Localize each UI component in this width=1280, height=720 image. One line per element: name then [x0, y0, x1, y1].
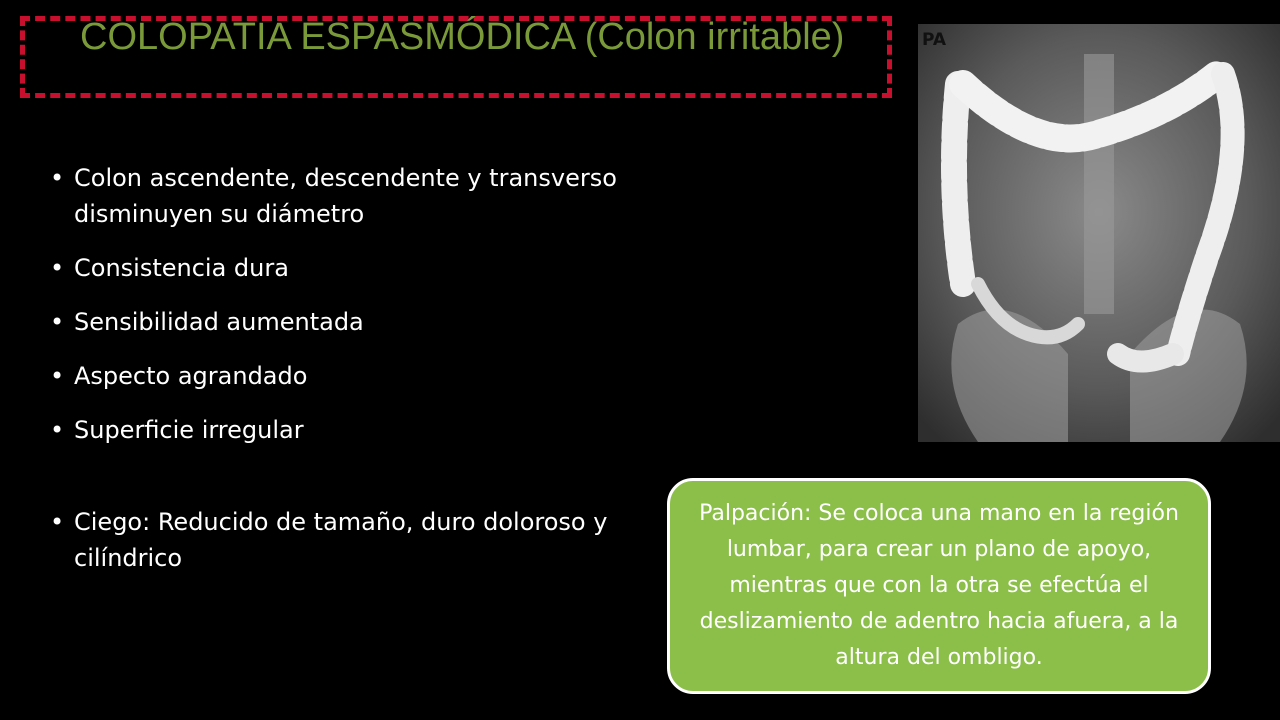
palpation-callout	[667, 478, 1211, 694]
bullet-item: • Consistencia dura	[50, 250, 620, 286]
xray-label: PA	[922, 30, 947, 50]
xray-illustration	[918, 24, 1280, 442]
bullet-item: • Ciego: Reducido de tamaño, duro doloroso y cilíndrico	[50, 504, 620, 576]
slide-title: COLOPATIA ESPASMÓDICA (Colon irritable)	[80, 16, 845, 58]
bullet-item: • Superficie irregular	[50, 412, 620, 448]
xray-image	[918, 24, 1280, 442]
bullet-item: • Colon ascendente, descendente y transverso disminuyen su diámetro	[50, 160, 620, 232]
bullet-item: • Aspecto agrandado	[50, 358, 620, 394]
callout-text: Palpación: Se coloca una mano en la región lumbar, para crear un plano de apoyo, mientras que con la otra se efectúa el deslizamiento de adentro hacia afuera, a la altura del ombligo.	[699, 501, 1179, 670]
bullet-list	[50, 160, 620, 594]
bullet-item: • Sensibilidad aumentada	[50, 304, 620, 340]
